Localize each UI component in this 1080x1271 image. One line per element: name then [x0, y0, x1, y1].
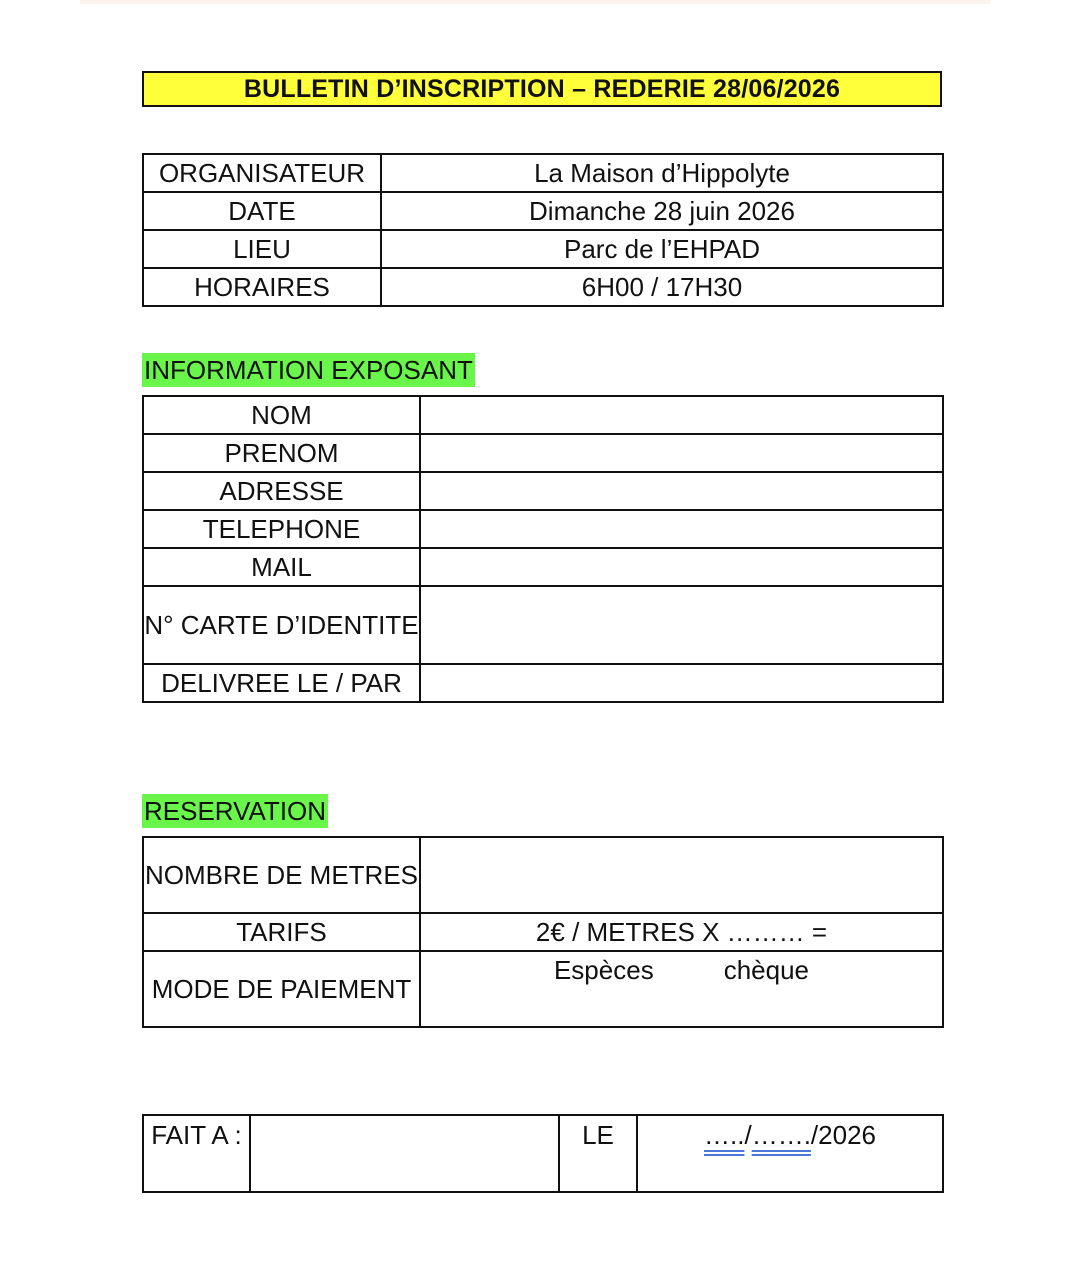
document-title: BULLETIN D’INSCRIPTION – REDERIE 28/06/2026: [142, 71, 942, 107]
event-info-table: [142, 153, 944, 307]
field-label-meters: NOMBRE DE METRES: [143, 837, 420, 913]
field-label-issued: DELIVREE LE / PAR: [143, 664, 420, 702]
field-label-telephone: TELEPHONE: [143, 510, 420, 548]
table-row: [143, 913, 943, 951]
table-row: [143, 1115, 943, 1192]
table-row: [143, 192, 943, 230]
field-label-id-card: N° CARTE D’IDENTITE: [143, 586, 420, 664]
field-label-nom: NOM: [143, 396, 420, 434]
field-label-tarifs: TARIFS: [143, 913, 420, 951]
field-label-place: FAIT A :: [143, 1115, 250, 1192]
row-value: La Maison d’Hippolyte: [381, 154, 943, 192]
table-row: [143, 230, 943, 268]
table-row: [143, 837, 943, 913]
field-label-date: LE: [559, 1115, 637, 1192]
row-label: LIEU: [143, 230, 381, 268]
payment-option-cash[interactable]: Espèces: [553, 955, 654, 985]
page-top-edge: [80, 0, 990, 4]
field-value-tarifs[interactable]: 2€ / METRES X ……… =: [420, 913, 943, 951]
payment-options: [420, 951, 943, 1027]
field-input-mail[interactable]: [420, 548, 943, 586]
table-row: [143, 510, 943, 548]
field-input-place[interactable]: [250, 1115, 559, 1192]
field-label-payment: MODE DE PAIEMENT: [143, 951, 420, 1027]
table-row: [143, 664, 943, 702]
date-month-blank[interactable]: …….: [751, 1120, 811, 1150]
row-value: Parc de l’EHPAD: [381, 230, 943, 268]
table-row: [143, 434, 943, 472]
date-year: /2026: [810, 1120, 876, 1150]
field-input-nom[interactable]: [420, 396, 943, 434]
table-row: [143, 154, 943, 192]
section-heading-reservation: RESERVATION: [144, 796, 327, 826]
row-label: DATE: [143, 192, 381, 230]
date-day-blank[interactable]: …..: [704, 1120, 745, 1150]
table-row: [143, 396, 943, 434]
table-row: [143, 548, 943, 586]
table-row: [143, 951, 943, 1027]
field-input-date[interactable]: [637, 1115, 943, 1192]
row-value: Dimanche 28 juin 2026: [381, 192, 943, 230]
field-input-adresse[interactable]: [420, 472, 943, 510]
signature-table: [142, 1114, 944, 1193]
field-label-adresse: ADRESSE: [143, 472, 420, 510]
row-label: ORGANISATEUR: [143, 154, 381, 192]
date-separator: /: [744, 1120, 752, 1150]
section-heading-exhibitor: INFORMATION EXPOSANT: [144, 355, 473, 385]
field-input-id-card[interactable]: [420, 586, 943, 664]
field-label-mail: MAIL: [143, 548, 420, 586]
row-value: 6H00 / 17H30: [381, 268, 943, 306]
field-input-meters[interactable]: [420, 837, 943, 913]
row-label: HORAIRES: [143, 268, 381, 306]
exhibitor-info-table: [142, 395, 944, 703]
field-input-prenom[interactable]: [420, 434, 943, 472]
reservation-table: [142, 836, 944, 1028]
table-row: [143, 268, 943, 306]
table-row: [143, 472, 943, 510]
field-input-telephone[interactable]: [420, 510, 943, 548]
field-input-issued[interactable]: [420, 664, 943, 702]
table-row: [143, 586, 943, 664]
payment-option-cheque[interactable]: chèque: [723, 955, 810, 985]
field-label-prenom: PRENOM: [143, 434, 420, 472]
